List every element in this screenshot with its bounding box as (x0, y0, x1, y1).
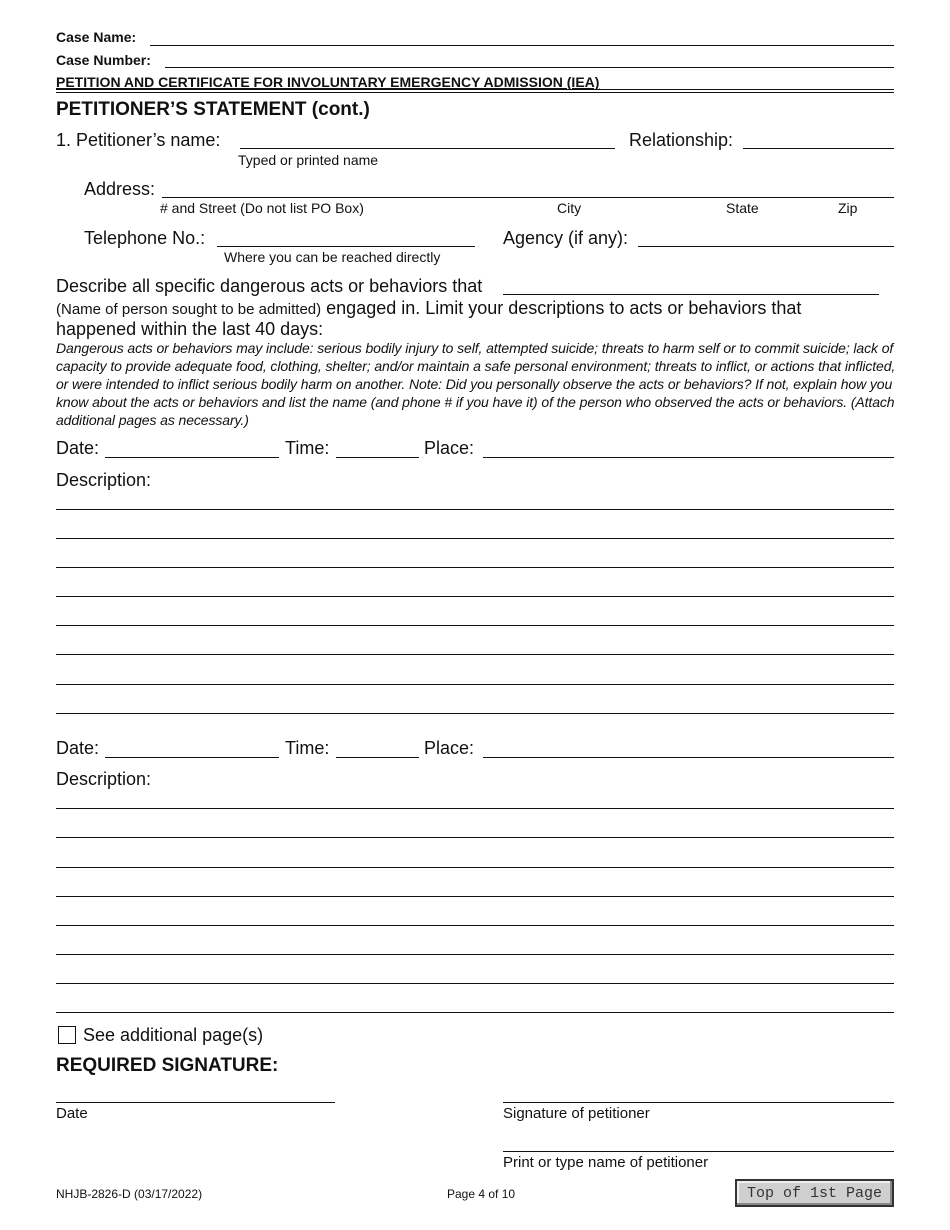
relationship-label: Relationship: (629, 130, 734, 150)
describe-line1: Describe all specific dangerous acts or behaviors that (56, 276, 483, 296)
incident1-place-field[interactable] (483, 436, 894, 458)
form-title: PETITION AND CERTIFICATE FOR INVOLUNTARY EMERGENCY ADMISSION (IEA) (56, 74, 600, 90)
description-line[interactable] (56, 538, 894, 539)
incident2-place-field[interactable] (483, 736, 894, 758)
description-line[interactable] (56, 567, 894, 568)
case-name-label: Case Name: (56, 29, 137, 45)
incident1-date-label: Date: (56, 438, 100, 458)
top-of-first-page-button[interactable]: Top of 1st Page (735, 1179, 894, 1207)
incident1-time-field[interactable] (336, 436, 419, 458)
description-line[interactable] (56, 596, 894, 597)
additional-pages-label: See additional page(s) (83, 1025, 264, 1045)
form-id: NHJB-2826-D (03/17/2022) (56, 1187, 203, 1201)
title-rule-1 (56, 89, 894, 90)
describe-instructions: Dangerous acts or behaviors may include: serious bodily injury to self, attempted suicide; threats to harm self or to commit suicide; lack of capacity to provide adequate food, clothing, shelter; and/or maintain a safe personal environment; threats to inflict, or actions that inflicted, or were intended to inflict serious bodily harm on another. Note: Did you personally observe the acts or behaviors? If not, explain how you know about the acts or behaviors and list the name (and phone # if you have it) of the person who observed the acts or behaviors. (Attach additional pages as necessary.) (56, 340, 896, 428)
signature-title: REQUIRED SIGNATURE: (56, 1055, 279, 1076)
incident2-place-label: Place: (424, 738, 475, 758)
incident1-place-label: Place: (424, 438, 475, 458)
telephone-field[interactable] (217, 225, 475, 247)
petitioner-name-label: 1. Petitioner’s name: (56, 130, 221, 150)
page-number: Page 4 of 10 (447, 1187, 516, 1201)
description-line[interactable] (56, 867, 894, 868)
description-line[interactable] (56, 1012, 894, 1013)
description-line[interactable] (56, 654, 894, 655)
telephone-hint: Where you can be reached directly (224, 249, 441, 265)
description-line[interactable] (56, 713, 894, 714)
case-number-field[interactable] (165, 46, 894, 68)
description-line[interactable] (56, 509, 894, 510)
agency-field[interactable] (638, 225, 894, 247)
petitioner-name-hint: Typed or printed name (238, 152, 379, 168)
description-line[interactable] (56, 925, 894, 926)
case-name-field[interactable] (150, 24, 894, 46)
additional-pages-checkbox[interactable] (58, 1026, 76, 1044)
incident1-description-label: Description: (56, 470, 152, 490)
relationship-field[interactable] (743, 127, 894, 149)
incident2-date-field[interactable] (105, 736, 279, 758)
print-name-field[interactable] (503, 1130, 894, 1152)
describe-line2-rest: engaged in. Limit your descriptions to acts or behaviors that (321, 298, 802, 318)
agency-label: Agency (if any): (503, 228, 629, 248)
address-state-hint: State (726, 200, 759, 216)
incident1-time-label: Time: (285, 438, 330, 458)
title-rule-2 (56, 92, 894, 93)
address-city-hint: City (557, 200, 582, 216)
signature-date-label: Date (56, 1105, 88, 1122)
incident2-date-label: Date: (56, 738, 100, 758)
description-line[interactable] (56, 896, 894, 897)
case-number-label: Case Number: (56, 52, 151, 68)
petitioner-name-field[interactable] (240, 127, 615, 149)
telephone-label: Telephone No.: (84, 228, 206, 248)
print-name-label: Print or type name of petitioner (503, 1154, 709, 1171)
incident2-time-label: Time: (285, 738, 330, 758)
incident2-description-label: Description: (56, 769, 152, 789)
signature-field[interactable] (503, 1081, 894, 1103)
description-line[interactable] (56, 808, 894, 809)
description-line[interactable] (56, 983, 894, 984)
incident1-date-field[interactable] (105, 436, 279, 458)
signature-label: Signature of petitioner (503, 1105, 650, 1122)
section-title: PETITIONER’S STATEMENT (cont.) (56, 99, 370, 120)
address-field[interactable] (162, 176, 894, 198)
description-line[interactable] (56, 684, 894, 685)
person-name-hint: (Name of person sought to be admitted) (56, 301, 322, 318)
describe-line2 (56, 298, 801, 319)
incident2-time-field[interactable] (336, 736, 419, 758)
description-line[interactable] (56, 625, 894, 626)
address-street-hint: # and Street (Do not list PO Box) (160, 200, 364, 216)
person-name-field[interactable] (503, 273, 879, 295)
address-label: Address: (84, 179, 156, 199)
address-zip-hint: Zip (838, 200, 858, 216)
description-line[interactable] (56, 954, 894, 955)
describe-line3: happened within the last 40 days: (56, 319, 324, 339)
signature-date-field[interactable] (56, 1081, 335, 1103)
description-line[interactable] (56, 837, 894, 838)
